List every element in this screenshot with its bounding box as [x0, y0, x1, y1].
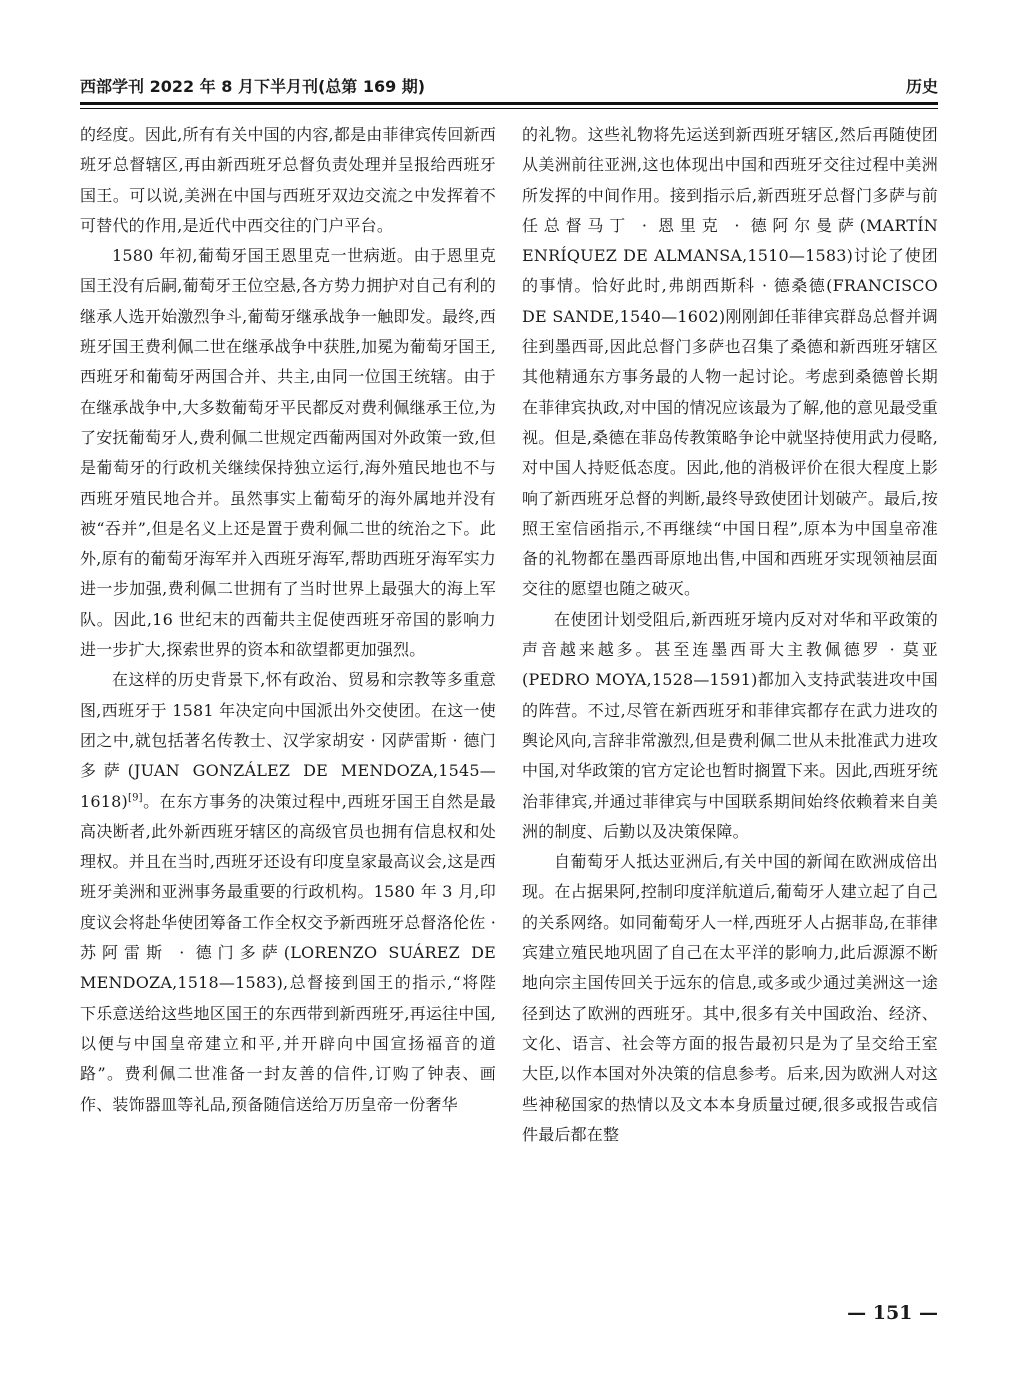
- header-rule-thin: [80, 108, 938, 109]
- right-column: [522, 120, 938, 1295]
- paragraph: 1580 年初,葡萄牙国王恩里克一世病逝。由于恩里克国王没有后嗣,葡萄牙王位空悬,各方势力拥护对自己有利的继承人选开始激烈争斗,葡萄牙继承战争一触即发。最终,西班牙国王费利佩二世在继承战争中获胜,加冕为葡萄牙国王,西班牙和葡萄牙两国合并、共主,由同一位国王统辖。由于在继承战争中,大多数葡萄牙平民都反对费利佩继承王位,为了安抚葡萄牙人,费利佩二世规定西葡两国对外政策一致,但是葡萄牙的行政机关继续保持独立运行,海外殖民地也不与西班牙殖民地合并。虽然事实上葡萄牙的海外属地并没有被“吞并”,但是名义上还是置于费利佩二世的统治之下。此外,原有的葡萄牙海军并入西班牙海军,帮助西班牙海军实力进一步加强,费利佩二世拥有了当时世界上最强大的海上军队。因此,16 世纪末的西葡共主促使西班牙帝国的影响力进一步扩大,探索世界的资本和欲望都更加强烈。: [80, 246, 496, 660]
- running-header: [80, 74, 938, 100]
- paragraph: 的礼物。这些礼物将先运送到新西班牙辖区,然后再随使团从美洲前往亚洲,这也体现出中国和西班牙交往过程中美洲所发挥的中间作用。接到指示后,新西班牙总督门多萨与前任总督马丁 · 恩里克 · 德阿尔曼萨(MARTÍN ENRÍQUEZ DE ALMANSA,1510—1583)讨论了使团的事情。恰好此时,弗朗西斯科 · 德桑德(FRANCISCO DE SANDE,1540—1602)刚刚卸任菲律宾群岛总督并调往到墨西哥,因此总督门多萨也召集了桑德和新西班牙辖区其他精通东方事务最的人物一起讨论。考虑到桑德曾长期在菲律宾执政,对中国的情况应该最为了解,他的意见最受重视。但是,桑德在菲岛传教策略争论中就坚持使用武力侵略,对中国人持贬低态度。因此,他的消极评价在很大程度上影响了新西班牙总督的判断,最终导致使团计划破产。最后,按照王室信函指示,不再继续“中国日程”,原本为中国皇帝准备的礼物都在墨西哥原地出售,中国和西班牙实现领袖层面交往的愿望也随之破灭。: [522, 125, 938, 599]
- section-label: 历史: [905, 77, 938, 96]
- paragraph: 自葡萄牙人抵达亚洲后,有关中国的新闻在欧洲成倍出现。在占据果阿,控制印度洋航道后,葡萄牙人建立起了自己的关系网络。如同葡萄牙人一样,西班牙人占据菲岛,在菲律宾建立殖民地巩固了自己在太平洋的影响力,此后源源不断地向宗主国传回关于远东的信息,或多或少通过美洲这一途径到达了欧洲的西班牙。其中,很多有关中国政治、经济、文化、语言、社会等方面的报告最初只是为了呈交给王室大臣,以作本国对外决策的信息参考。后来,因为欧洲人对这些神秘国家的热情以及文本本身质量过硬,很多或报告或信件最后都在整: [522, 852, 938, 1144]
- paragraph: [80, 665, 496, 1119]
- paragraph: 的经度。因此,所有有关中国的内容,都是由菲律宾传回新西班牙总督辖区,再由新西班牙总督负责处理并呈报给西班牙国王。可以说,美洲在中国与西班牙双边交流之中发挥着不可替代的作用,是近代中西交往的门户平台。: [80, 125, 496, 235]
- paragraph: 在使团计划受阻后,新西班牙境内反对对华和平政策的声音越来越多。甚至连墨西哥大主教佩德罗 · 莫亚(PEDRO MOYA,1528—1591)都加入支持武装进攻中国的阵营。不过,尽管在新西班牙和菲律宾都存在武力进攻的舆论风向,言辞非常激烈,但是费利佩二世从未批准武力进攻中国,对华政策的官方定论也暂时搁置下来。因此,西班牙统治菲律宾,并通过菲律宾与中国联系期间始终依赖着来自美洲的制度、后勤以及决策保障。: [522, 609, 938, 841]
- paragraph-text: 。在东方事务的决策过程中,西班牙国王自然是最高决断者,此外新西班牙辖区的高级官员也拥有信息权和处理权。并且在当时,西班牙还设有印度皇家最高议会,这是西班牙美洲和亚洲事务最重要的行政机构。1580 年 3 月,印度议会将赴华使团筹备工作全权交予新西班牙总督洛伦佐 · 苏阿雷斯 · 德门多萨(LORENZO SUÁREZ DE MENDOZA,1518—1583),总督接到国王的指示,“将陛下乐意送给这些地区国王的东西带到新西班牙,再运往中国,以便与中国皇帝建立和平,并开辟向中国宣扬福音的道路”。费利佩二世准备一封友善的信件,订购了钟表、画作、装饰器皿等礼品,预备随信送给万历皇帝一份奢华: [80, 791, 496, 1114]
- header-rule-thick: [80, 102, 938, 105]
- journal-title: 西部学刊 2022 年 8 月下半月刊(总第 169 期): [80, 77, 426, 96]
- left-column: [80, 120, 496, 1295]
- paragraph-text: 在这样的历史背景下,怀有政治、贸易和宗教等多重意图,西班牙于 1581 年决定向中国派出外交使团。在这一使团之中,就包括著名传教士、汉学家胡安 · 冈萨雷斯 · 德门多萨(JUAN GONZÁLEZ DE MENDOZA,1545—1618): [80, 670, 496, 811]
- page-number: — 151 —: [847, 1302, 938, 1324]
- reference-mark: [9]: [127, 792, 143, 804]
